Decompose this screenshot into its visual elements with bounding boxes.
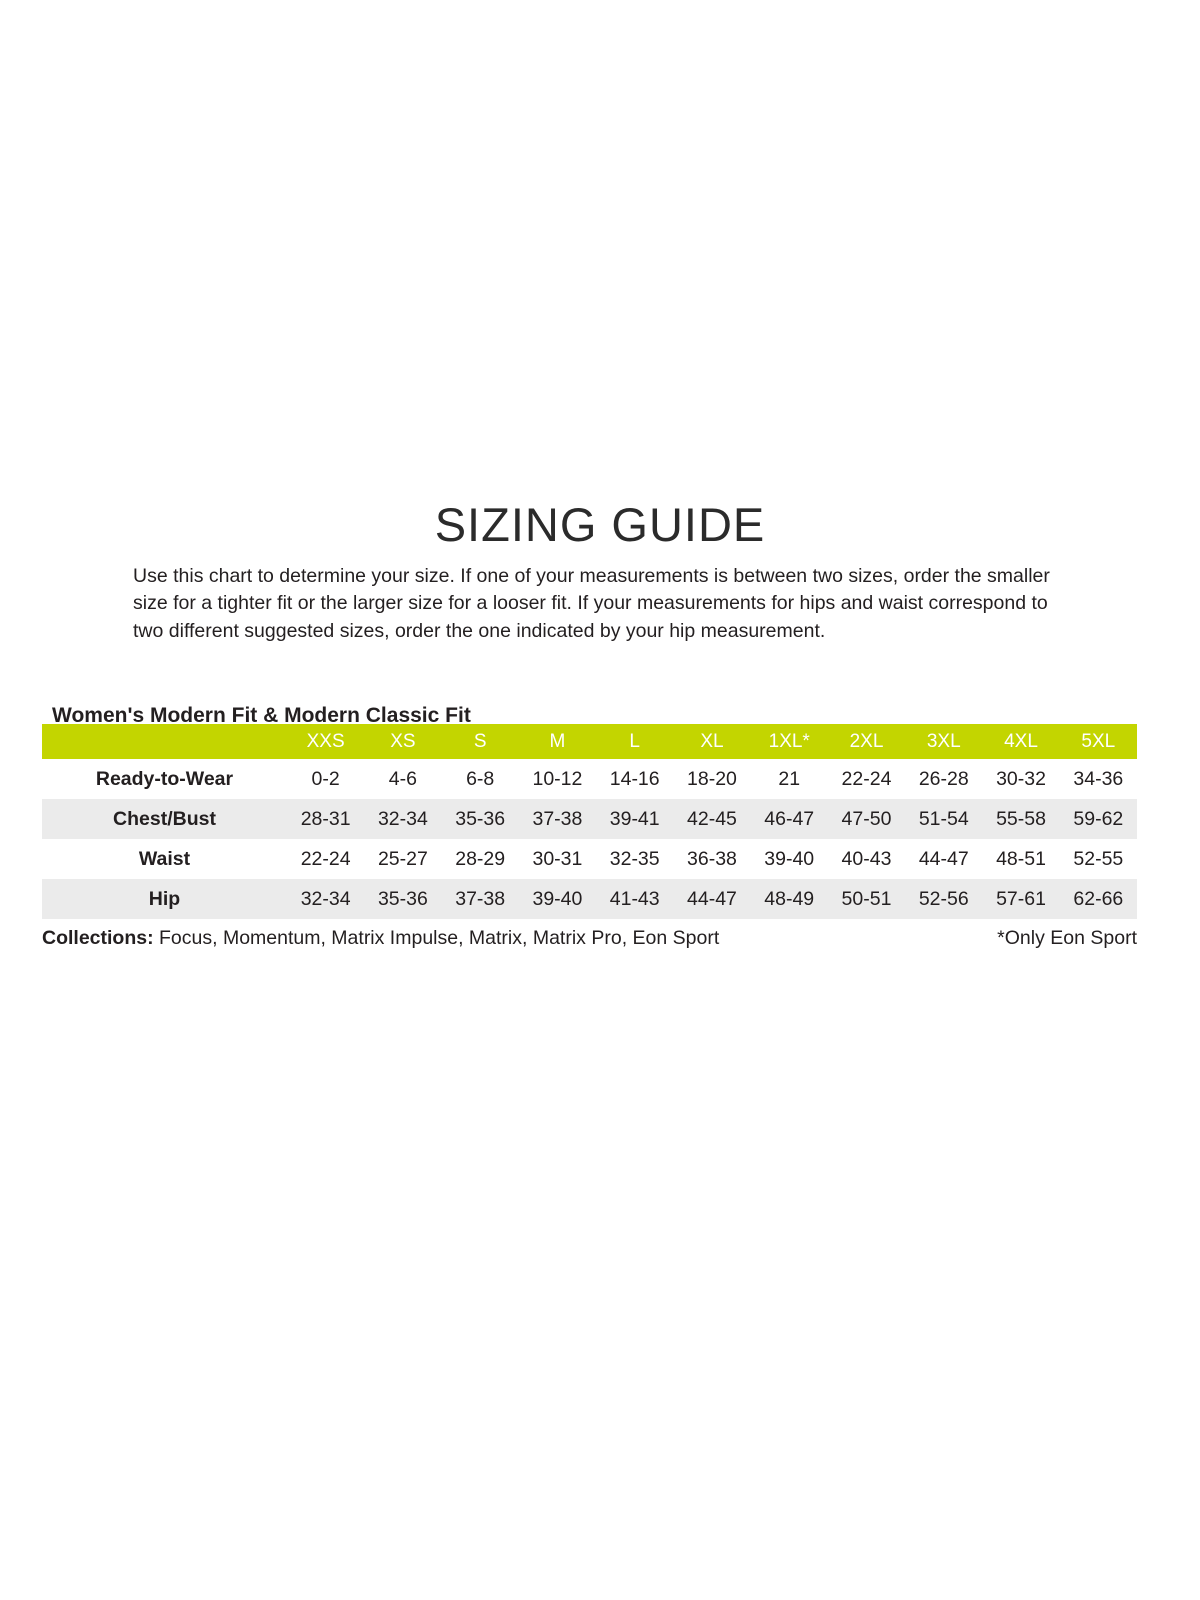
size-cell: 57-61: [996, 887, 1046, 910]
size-cell: 39-41: [609, 807, 660, 830]
size-table: [42, 724, 1137, 919]
intro-paragraph: Use this chart to determine your size. If one of your measurements is between two sizes, order the smaller size for a tighter fit or the larger size for a looser fit. If your measurements for hips and waist correspond to two different suggested sizes, order the one indicated by your hip measurement.: [133, 564, 1050, 643]
size-cell: 44-47: [918, 847, 969, 870]
size-cell: 39-40: [532, 887, 583, 910]
size-cell: 41-43: [609, 887, 660, 910]
size-cell: 37-38: [532, 807, 583, 830]
size-cell: 40-43: [841, 847, 892, 870]
size-header-xs: XS: [390, 730, 416, 752]
size-cell: 59-62: [1073, 807, 1124, 830]
size-cell: 32-34: [300, 887, 351, 910]
size-cell: 39-40: [764, 847, 815, 870]
size-cell: 52-56: [918, 887, 969, 910]
size-header-l: L: [629, 730, 640, 752]
size-table-head: [42, 724, 1137, 759]
size-table-body: [42, 759, 1137, 919]
page-title: SIZING GUIDE: [434, 498, 766, 552]
size-cell: 32-34: [377, 807, 428, 830]
size-cell: 28-29: [455, 847, 506, 870]
size-cell: 34-36: [1073, 767, 1124, 790]
size-cell: 4-6: [388, 767, 417, 790]
size-cell: 30-32: [996, 767, 1046, 790]
size-cell: 48-49: [764, 887, 815, 910]
size-cell: 37-38: [455, 887, 506, 910]
row-label: Waist: [138, 847, 191, 870]
size-cell: 35-36: [455, 807, 506, 830]
size-cell: 22-24: [841, 767, 892, 790]
size-header-m: M: [549, 730, 566, 752]
size-cell: 10-12: [532, 767, 583, 790]
header-label-cell: [42, 724, 287, 759]
section-heading: Women's Modern Fit & Modern Classic Fit: [52, 704, 471, 728]
size-cell: 22-24: [300, 847, 351, 870]
size-cell: 30-31: [532, 847, 583, 870]
size-cell: 14-16: [609, 767, 660, 790]
size-cell: 18-20: [687, 767, 737, 790]
size-cell: 25-27: [377, 847, 428, 870]
size-header-1xl: 1XL*: [768, 730, 810, 752]
size-cell: 28-31: [300, 807, 351, 830]
size-header-row: [42, 724, 1137, 759]
size-header-s: S: [473, 730, 487, 752]
size-cell: 44-47: [687, 887, 737, 910]
size-cell: 51-54: [918, 807, 969, 830]
size-cell: 21: [778, 767, 801, 790]
table-row: [42, 799, 1137, 839]
size-cell: 6-8: [466, 767, 495, 790]
size-header-5xl: 5XL: [1081, 730, 1116, 752]
size-cell: 26-28: [918, 767, 969, 790]
row-label: Ready-to-Wear: [95, 767, 234, 790]
size-cell: 32-35: [609, 847, 660, 870]
collections-label: Collections:: [42, 927, 154, 949]
size-cell: 52-55: [1073, 847, 1124, 870]
size-header-xxs: XXS: [306, 730, 345, 752]
size-cell: 42-45: [687, 807, 737, 830]
size-header-4xl: 4XL: [1004, 730, 1038, 752]
size-header-xl: XL: [700, 730, 724, 752]
size-cell: 48-51: [996, 847, 1046, 870]
footer-line: [42, 927, 1137, 950]
table-row: [42, 839, 1137, 879]
size-cell: 36-38: [687, 847, 737, 870]
size-header-2xl: 2XL: [849, 730, 884, 752]
collections-list: Focus, Momentum, Matrix Impulse, Matrix, Matrix Pro, Eon Sport: [153, 927, 720, 949]
size-cell: 62-66: [1073, 887, 1124, 910]
size-table-container: [42, 724, 1137, 919]
size-cell: 50-51: [841, 887, 892, 910]
size-cell: 47-50: [841, 807, 892, 830]
row-label: Hip: [148, 887, 181, 910]
footnote: *Only Eon Sport: [997, 927, 1137, 949]
size-cell: 0-2: [311, 767, 340, 790]
table-row: [42, 879, 1137, 919]
row-label: Chest/Bust: [113, 807, 216, 830]
collections-text: [42, 927, 719, 950]
size-cell: 35-36: [377, 887, 428, 910]
size-cell: 55-58: [996, 807, 1046, 830]
size-cell: 46-47: [764, 807, 815, 830]
size-header-3xl: 3XL: [926, 730, 961, 752]
table-row: [42, 759, 1137, 799]
